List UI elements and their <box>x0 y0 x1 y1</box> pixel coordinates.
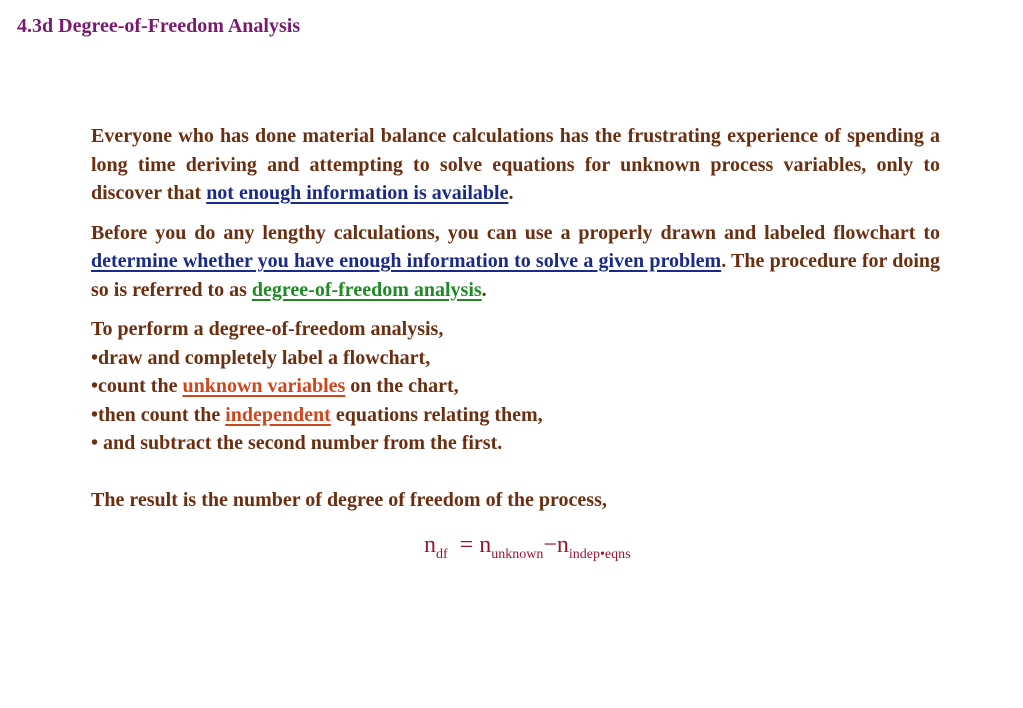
dof-formula <box>424 532 631 562</box>
independent-link[interactable]: independent <box>225 403 331 426</box>
paragraph-intro-text: Everyone who has done material balance calculations has the frustrating experience of spending a long time deriving and attempting to solve equations for unknown process variables, only to discover that <box>91 125 940 204</box>
formula-minus: − <box>543 532 557 558</box>
slide-title: 4.3d Degree-of-Freedom Analysis <box>17 15 301 37</box>
degree-of-freedom-analysis-link[interactable]: degree-of-freedom analysis <box>251 278 482 301</box>
list-item-subtract: • and subtract the second number from the first. <box>91 432 503 454</box>
paragraph-flowchart-text-2: . The procedure for doing so is referred to as <box>91 250 940 301</box>
slide-body <box>91 122 940 514</box>
spacer <box>91 458 940 486</box>
paragraph-flowchart-end: . <box>481 278 487 301</box>
formula-sub-df: df <box>436 547 448 562</box>
paragraph-flowchart-text-1: Before you do any lengthy calculations, you can use a properly drawn and labeled flowchart to <box>91 221 940 244</box>
list-item-count-unknowns-pre: •count the <box>91 375 183 397</box>
paragraph-intro <box>91 122 940 208</box>
formula-n-indep: n <box>556 532 569 558</box>
paragraph-intro-end: . <box>508 182 514 204</box>
list-item-draw-flowchart: •draw and completely label a flowchart, <box>91 346 431 369</box>
list-item-count-equations <box>91 401 940 430</box>
formula-sub-indep: indep•eqns <box>568 547 631 562</box>
list-item-count-unknowns-post: on the chart, <box>345 375 459 397</box>
list-intro: To perform a degree-of-freedom analysis, <box>91 318 444 340</box>
formula-equals: = <box>459 532 474 558</box>
formula-sub-unknown: unknown <box>491 547 544 562</box>
result-statement: The result is the number of degree of freedom of the process, <box>91 488 607 511</box>
formula-n-unknown: n <box>479 532 492 558</box>
determine-information-link[interactable]: determine whether you have enough information to solve a given problem <box>91 250 722 272</box>
unknown-variables-link[interactable]: unknown variables <box>182 375 346 397</box>
list-item-count-equations-post: equations relating them, <box>330 403 543 426</box>
list-item-count-equations-pre: •then count the <box>91 403 226 426</box>
list-item-count-unknowns <box>91 372 940 401</box>
formula-n-df: n <box>424 532 436 558</box>
not-enough-info-link[interactable]: not enough information is available <box>206 182 509 204</box>
paragraph-flowchart <box>91 219 940 305</box>
